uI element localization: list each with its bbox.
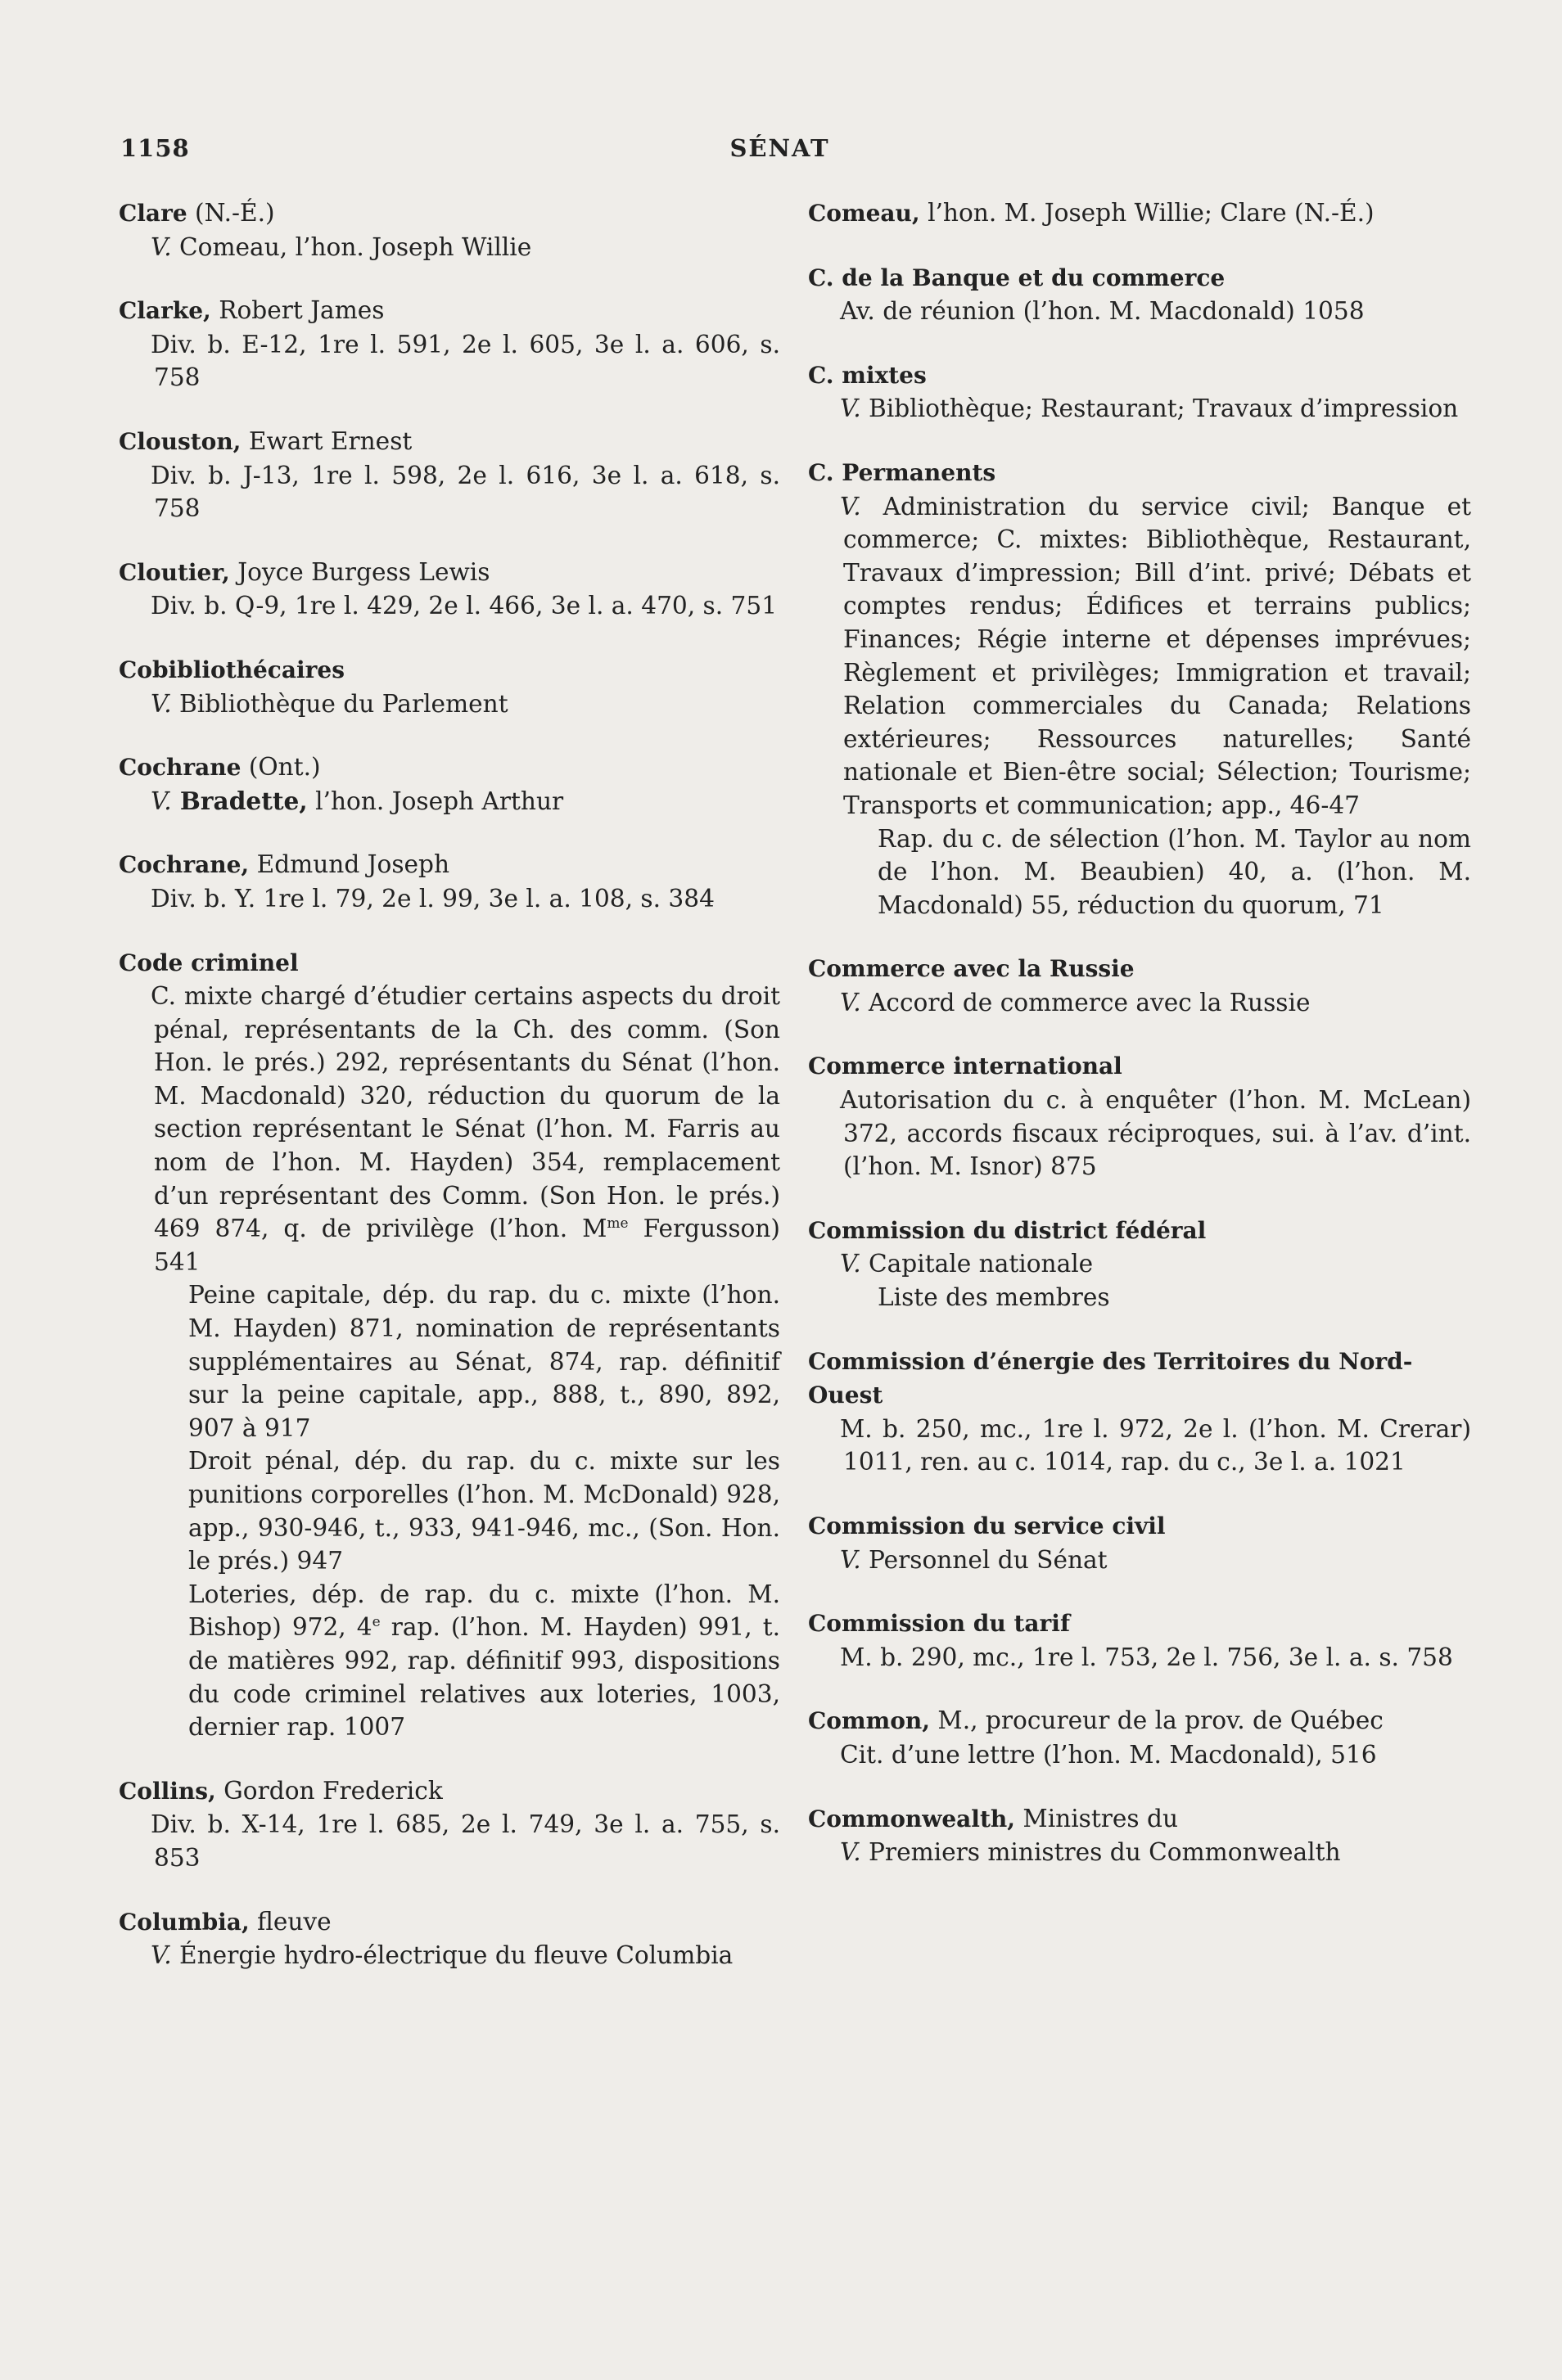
subentry-text: Premiers ministres du Commonwealth (860, 1838, 1341, 1867)
entry-subentry (119, 687, 780, 721)
entry-heading-line (119, 556, 780, 590)
entry-heading-rest: l’hon. M. Joseph Willie; Clare (N.-É.) (919, 199, 1375, 227)
entry-heading: Commission d’énergie des Territoires du Nord-Ouest (808, 1347, 1413, 1409)
page-title: SÉNAT (729, 134, 830, 162)
entry-heading: Commission du service civil (808, 1512, 1166, 1539)
index-entry (808, 1704, 1471, 1771)
index-entry (808, 952, 1471, 1019)
entry-heading-line (808, 952, 1471, 986)
subentry-text: Div. b. X-14, 1re l. 685, 2e l. 749, 3e l. a. 755, s. 853 (151, 1810, 780, 1872)
entry-subentry (119, 1278, 780, 1445)
index-entry (808, 358, 1471, 426)
entry-subentry (808, 1738, 1471, 1772)
see-reference-marker: V. (840, 1545, 861, 1574)
subentry-text: Div. b. E-12, 1re l. 591, 2e l. 605, 3e l. a. 606, s. 758 (151, 330, 780, 392)
page-number: 1158 (120, 134, 190, 162)
entry-heading: Cochrane (119, 754, 242, 782)
subentry-text: Personnel du Sénat (860, 1545, 1108, 1574)
entry-subentry (808, 490, 1471, 823)
index-entry (119, 1774, 780, 1875)
entry-subentry (808, 1413, 1471, 1479)
entry-heading-rest: M., procureur de la prov. de Québec (930, 1706, 1384, 1735)
subentry-text: Rap. du c. de sélection (l’hon. M. Taylor au nom de l’hon. M. Beaubien) 40, a. (l’hon. M. Macdonald) 55, réduction du quorum, 71 (878, 824, 1471, 919)
entry-subentry (119, 1445, 780, 1577)
entry-heading: Code criminel (119, 949, 299, 976)
subentry-text: l’hon. Joseph Arthur (307, 787, 564, 815)
entry-heading-rest: Gordon Frederick (215, 1776, 443, 1805)
subentry-text: Capitale nationale (860, 1250, 1094, 1278)
subentry-text: Accord de commerce avec la Russie (860, 988, 1311, 1016)
index-entry (808, 1802, 1471, 1869)
entry-subentry (119, 1939, 780, 1972)
entry-subentry (808, 986, 1471, 1020)
index-entry (119, 425, 780, 525)
see-reference-marker: V. (151, 689, 172, 718)
entry-heading-line (119, 1905, 780, 1940)
index-entry (119, 196, 780, 264)
entry-subentry (808, 295, 1471, 328)
running-head (120, 134, 1439, 170)
entry-heading-rest: (N.-É.) (187, 199, 275, 227)
see-reference-marker: V. (840, 492, 861, 521)
entry-heading-line (808, 1704, 1471, 1738)
entry-subentry (119, 1808, 780, 1874)
entry-subentry (808, 1084, 1471, 1183)
entry-heading: C. mixtes (808, 361, 927, 389)
entry-heading-line (808, 196, 1471, 231)
entry-heading: Clouston, (119, 427, 242, 455)
entry-heading-line (808, 261, 1471, 295)
entry-heading: Commerce international (808, 1053, 1122, 1080)
subentry-text: Énergie hydro-électrique du fleuve Columbia (171, 1941, 734, 1970)
see-reference-marker: V. (840, 1250, 861, 1278)
subentry-text: Div. b. Y. 1re l. 79, 2e l. 99, 3e l. a. 108, s. 384 (151, 884, 715, 913)
index-entry (119, 653, 780, 720)
see-reference-marker: V. (840, 394, 861, 423)
subentry-text: M. b. 290, mc., 1re l. 753, 2e l. 756, 3e l. a. s. 758 (840, 1643, 1453, 1671)
superscript: e (372, 1614, 381, 1631)
entry-heading: Cochrane, (119, 851, 250, 879)
entry-subentry (119, 328, 780, 394)
subentry-text: M. b. 250, mc., 1re l. 972, 2e l. (l’hon. M. Crerar) 1011, ren. au c. 1014, rap. du c., 3e l. a. 1021 (840, 1414, 1471, 1476)
see-reference-marker: V. (151, 787, 172, 815)
entry-subentry (119, 785, 780, 818)
entry-heading-rest: Robert James (210, 296, 385, 325)
entry-subentry (119, 589, 780, 623)
entry-heading-line (119, 425, 780, 459)
entry-heading: Cobibliothécaires (119, 656, 345, 683)
entry-heading-line (119, 196, 780, 231)
subentry-text: Administration du service civil; Banque et commerce; C. mixtes: Bibliothèque, Restaurant, Travaux d’impression; Bill d’int. privé; Débats et comptes rendus; Édifices et terrains publics; Finances; Régie interne et dépenses imprévues; Règlement et privilèges; Immigration et travail; Relation commerciales du Canada; Relations extérieures; Ressources naturelles; Santé nationale et Bien-être social; Sélection; Tourisme; Transports et communication; app., 46-47 (843, 492, 1471, 819)
subentry-text: Av. de réunion (l’hon. M. Macdonald) 1058 (840, 297, 1365, 326)
entry-heading-line (808, 358, 1471, 393)
subentry-text-continued: Fergusson) 541 (154, 1215, 780, 1276)
subentry-text: Liste des membres (878, 1283, 1110, 1312)
subentry-text: Bibliothèque du Parlement (171, 689, 508, 718)
entry-heading: Commonwealth, (808, 1805, 1015, 1832)
see-reference-marker: V. (840, 1838, 861, 1867)
entry-heading-line (119, 751, 780, 785)
index-entry (119, 848, 780, 915)
index-entry (119, 556, 780, 623)
entry-heading: Commission du tarif (808, 1610, 1070, 1638)
entry-heading: Cloutier, (119, 558, 230, 586)
entry-heading-rest: Joyce Burgess Lewis (229, 557, 490, 586)
see-reference-marker: V. (840, 988, 861, 1016)
entry-heading-line (119, 294, 780, 328)
see-reference-marker: V. (151, 232, 172, 261)
cross-reference-name: Bradette, (171, 786, 308, 815)
left-column (119, 196, 780, 2003)
index-entry (808, 456, 1471, 922)
entry-heading: Common, (808, 1707, 930, 1735)
entry-heading-rest: Edmund Joseph (249, 850, 450, 879)
entry-subentry (808, 1247, 1471, 1281)
entry-heading-line (119, 653, 780, 687)
entry-heading-line (808, 1345, 1471, 1413)
index-entry (808, 1607, 1471, 1674)
index-entry (119, 1905, 780, 1972)
entry-heading: Commission du district fédéral (808, 1216, 1207, 1244)
entry-subentry (119, 1578, 780, 1744)
index-entry (808, 196, 1471, 231)
entry-heading-line (119, 946, 780, 980)
entry-heading-line (119, 848, 780, 882)
subentry-text: Autorisation du c. à enquêter (l’hon. M. McLean) 372, accords fiscaux réciproques, sui. à l’av. d’int. (l’hon. M. Isnor) 875 (840, 1086, 1471, 1181)
subentry-text: Cit. d’une lettre (l’hon. M. Macdonald), 516 (840, 1740, 1377, 1769)
subentry-text: Comeau, l’hon. Joseph Willie (171, 232, 532, 261)
subentry-text: C. mixte chargé d’étudier certains aspects du droit pénal, représentants de la Ch. des comm. (Son Hon. le prés.) 292, représentants du Sénat (l’hon. M. Macdonald) 320, réduction du quorum de la section représentant le Sénat (l’hon. M. Farris au nom de l’hon. M. Hayden) 354, remplacement d’un représentant des Comm. (Son Hon. le prés.) 469 874, q. de privilège (l’hon. M (151, 982, 780, 1243)
index-entry (808, 1049, 1471, 1183)
index-entry (119, 751, 780, 818)
subentry-text: Loteries, dép. de rap. du c. mixte (l’hon. M. Bishop) 972, 4 (188, 1580, 780, 1642)
entry-heading-rest: Ewart Ernest (241, 426, 413, 455)
entry-heading: Clarke, (119, 297, 211, 325)
entry-heading-line (808, 1607, 1471, 1641)
entry-heading-line (808, 1214, 1471, 1248)
entry-heading-rest: (Ont.) (241, 753, 321, 782)
entry-heading: Clare (119, 200, 187, 227)
entry-heading-line (808, 1049, 1471, 1084)
index-entry (119, 946, 780, 1744)
superscript: me (607, 1215, 629, 1233)
index-entry (808, 261, 1471, 328)
entry-subentry (119, 459, 780, 525)
subentry-text: Droit pénal, dép. du rap. du c. mixte sur les punitions corporelles (l’hon. M. McDonald) 928, app., 930-946, t., 933, 941-946, mc., (Son. Hon. le prés.) 947 (188, 1447, 780, 1575)
subentry-text: Peine capitale, dép. du rap. du c. mixte (l’hon. M. Hayden) 871, nomination de représentants supplémentaires au Sénat, 874, rap. définitif sur la peine capitale, app., 888, t., 890, 892, 907 à 917 (188, 1281, 780, 1442)
index-entry (808, 1214, 1471, 1314)
entry-heading-line (808, 1509, 1471, 1544)
index-entry (808, 1509, 1471, 1576)
entry-subentry (119, 882, 780, 916)
entry-subentry (808, 1641, 1471, 1675)
entry-heading-line (808, 456, 1471, 490)
entry-heading-rest: Ministres du (1014, 1804, 1179, 1832)
entry-heading: Commerce avec la Russie (808, 955, 1135, 983)
subentry-text: Div. b. Q-9, 1re l. 429, 2e l. 466, 3e l. a. 470, s. 751 (151, 592, 778, 620)
index-entry (808, 1345, 1471, 1479)
entry-subentry (808, 392, 1471, 426)
entry-heading: Columbia, (119, 1908, 250, 1936)
entry-subentry (808, 1544, 1471, 1577)
entry-heading: Collins, (119, 1777, 216, 1805)
entry-heading: Comeau, (808, 200, 920, 227)
entry-subentry (808, 823, 1471, 922)
entry-heading: C. de la Banque et du commerce (808, 264, 1226, 291)
entry-subentry (808, 1281, 1471, 1314)
entry-heading: C. Permanents (808, 458, 996, 486)
subentry-text-continued: rap. (l’hon. M. Hayden) 991, t. de matières 992, rap. définitif 993, dispositions du code criminel relatives aux loteries, 1003, dernier rap. 1007 (188, 1613, 780, 1742)
entry-heading-rest: fleuve (249, 1907, 332, 1936)
subentry-text: Bibliothèque; Restaurant; Travaux d’impression (860, 394, 1459, 423)
see-reference-marker: V. (151, 1941, 172, 1970)
entry-heading-line (119, 1774, 780, 1809)
entry-heading-line (808, 1802, 1471, 1837)
entry-subentry (119, 980, 780, 1278)
subentry-text: Div. b. J-13, 1re l. 598, 2e l. 616, 3e l. a. 618, s. 758 (151, 461, 780, 523)
entry-subentry (808, 1836, 1471, 1869)
index-entry (119, 294, 780, 394)
entry-subentry (119, 231, 780, 264)
right-column (808, 196, 1471, 1900)
